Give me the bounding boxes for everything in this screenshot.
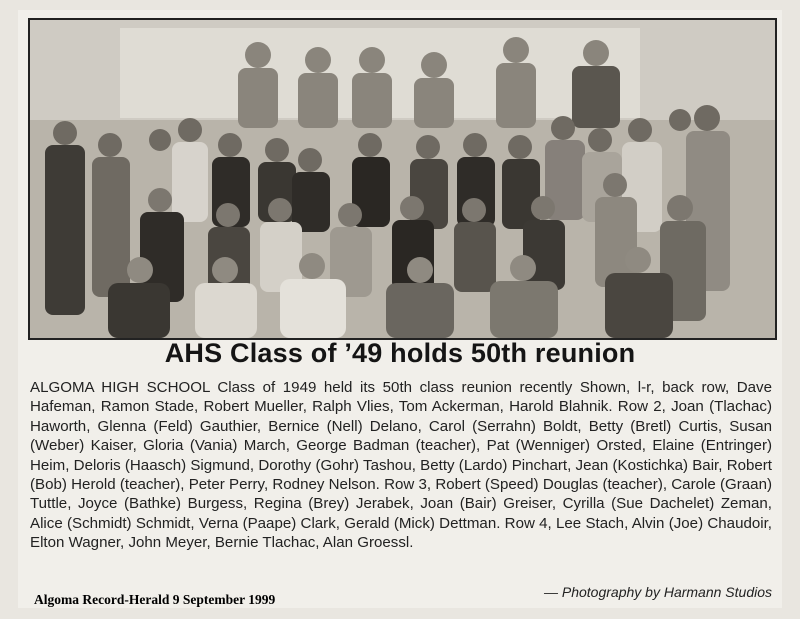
newspaper-source: Algoma Record-Herald 9 September 1999 — [34, 592, 276, 607]
class-reunion-photo — [28, 18, 777, 340]
article-body: ALGOMA HIGH SCHOOL Class of 1949 held its 50th class reunion recently Shown, l-r, back row, Dave Hafeman, Ramon Stade, Robert Mueller, Ralph Vlies, Tom Ackerman, Harold Blahnik. Row 2, Joan (Tlachac) Haworth, Glenna (Feld) Gauthier, Bernice (Nell) Delano, Carol (Serrahn) Boldt, Betty (Bretl) Curtis, Susan (Weber) Kaiser, Gloria (Vania) March, George Badman (teacher), Pat (Wenniger) Orsted, Elaine (Entringer) Heim, Deloris (Haasch) Sigmund, Dorothy (Gohr) Tashou, Betty (Lardo) Pinchart, Jean (Kostichka) Bair, Robert (Bob) Herold (teacher), Peter Perry, Rodney Nelson. Row 3, Robert (Speed) Douglas (teacher), Carole (Graan) Tuttle, Joyce (Bathke) Burgess, Regina (Brey) Jerabek, Joan (Bair) Greiser, Cyrilla (Sue Dachelet) Zeman, Alice (Schmidt) Schmidt, Verna (Paape) Clark, Gerald (Mick) Dettman. Row 4, Lee Stach, Alvin (Joe) Chaudoir, Elton Wagner, John Meyer, Bernie Tlachac, Alan Groessl. — [30, 379, 772, 552]
group-photo-illustration — [30, 20, 775, 338]
photo-credit: — Photography by Harmann Studios — [543, 584, 772, 600]
article-headline: AHS Class of ’49 holds 50th reunion — [164, 338, 636, 368]
